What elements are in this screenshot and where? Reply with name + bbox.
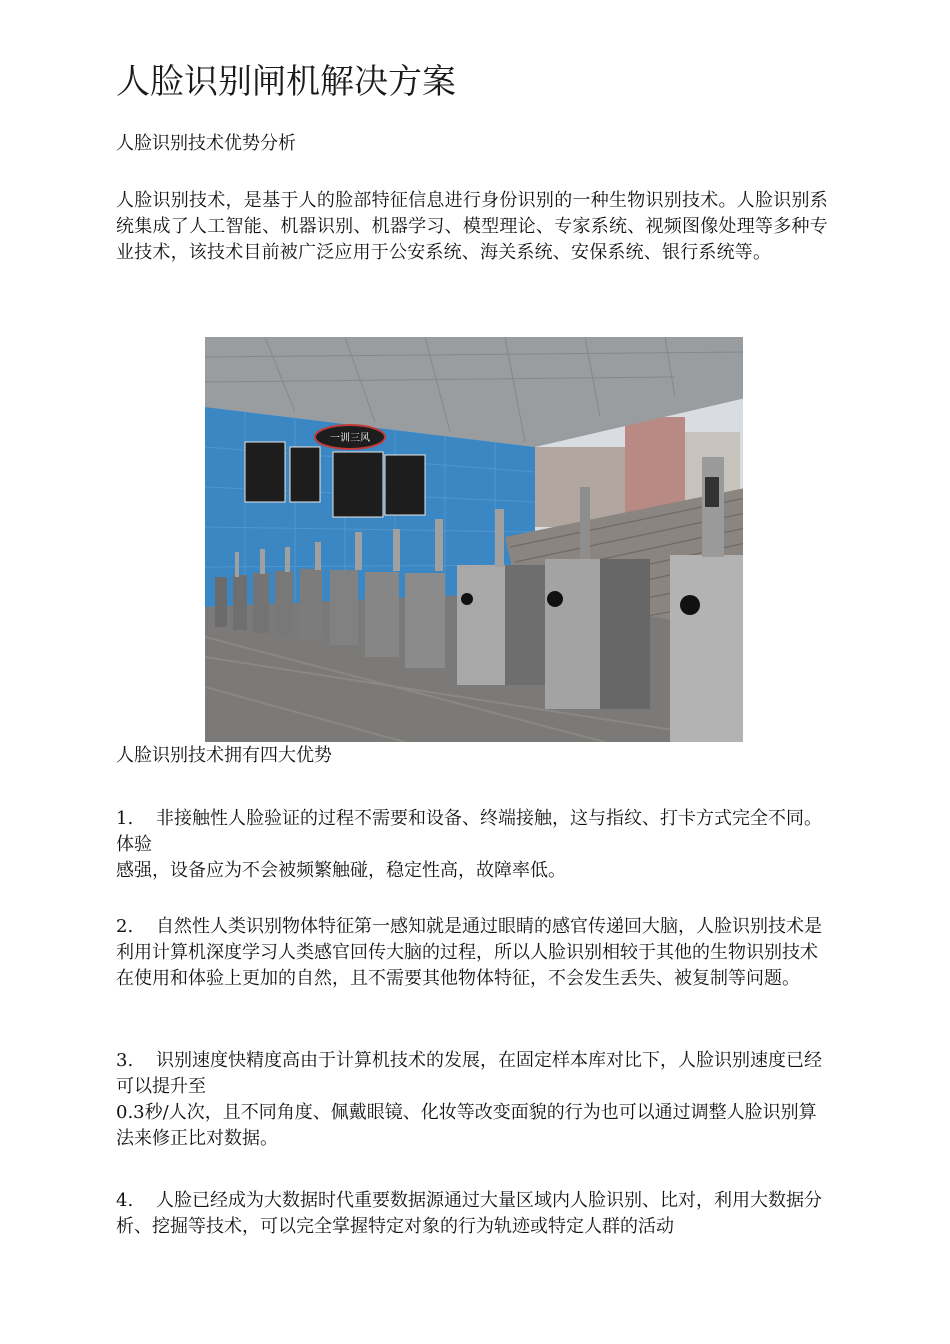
item-text: 非接触性人脸验证的过程不需要和设备、终端接触，这与指纹、打卡方式完全不同。体验 [116,808,822,855]
photo-sign-text: 一训三风 [330,433,370,444]
section-heading: 人脸识别技术优势分析 [116,133,296,154]
four-advantages-heading: 人脸识别技术拥有四大优势 [116,745,332,766]
intro-paragraph: 人脸识别技术，是基于人的脸部特征信息进行身份识别的一种生物识别技术。人脸识别系统集成了人工智能、机器识别、机器学习、模型理论、专家系统、视频图像处理等多种专业技术，该技术目前被广泛应用于公安系统、海关系统、安保系统、银行系统等。 [116,190,828,263]
item-number: 3. [116,1050,134,1071]
item-number: 4. [116,1190,134,1211]
item-number: 1. [116,808,134,829]
item-text: 识别速度快精度高由于计算机技术的发展，在固定样本库对比下，人脸识别速度已经可以提升至 [116,1050,822,1097]
list-item [116,806,828,884]
turnstile-photo [205,337,750,742]
item-text: 自然性人类识别物体特征第一感知就是通过眼睛的感官传递回大脑，人脸识别技术是利用计算机深度学习人类感官回传大脑的过程，所以人脸识别相较于其他的生物识别技术在使用和体验上更加的自然，且不需要其他物体特征，不会发生丢失、被复制等问题。 [116,916,822,989]
item-text: 人脸已经成为大数据时代重要数据源通过大量区域内人脸识别、比对，利用大数据分析、挖掘等技术，可以完全掌握特定对象的行为轨迹或特定人群的活动 [116,1190,822,1237]
list-item [116,914,828,992]
document-title: 人脸识别闸机解决方案 [116,62,456,102]
item-text-continued: 0.3秒/人次，且不同角度、佩戴眼镜、化妆等改变面貌的行为也可以通过调整人脸识别算法来修正比对数据。 [116,1102,817,1149]
list-item [116,1048,828,1152]
item-number: 2. [116,916,134,937]
list-item [116,1188,828,1240]
item-text-continued: 感强，设备应为不会被频繁触碰，稳定性高，故障率低。 [116,860,566,881]
